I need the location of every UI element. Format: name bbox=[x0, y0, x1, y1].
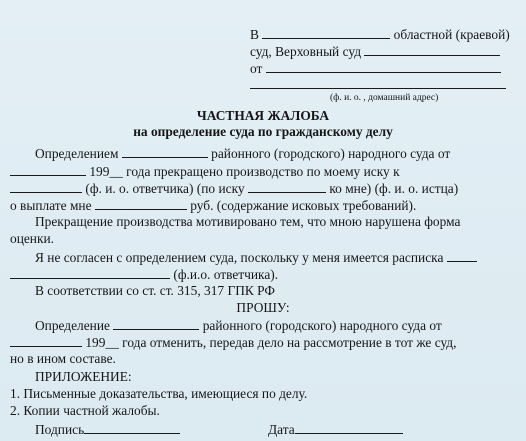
date-line bbox=[268, 421, 403, 438]
address-blank[interactable] bbox=[250, 76, 506, 89]
p1-defendant-blank[interactable] bbox=[10, 180, 82, 193]
appendix-item-2: 2. Копии частной жалобы. bbox=[10, 403, 160, 418]
header-court-type: областной (краевой) bbox=[393, 27, 510, 42]
p5-line3: но в ином составе. bbox=[10, 351, 116, 366]
p2-line2: оценки. bbox=[10, 231, 54, 246]
header-line-from bbox=[250, 60, 501, 77]
p5-text-c: 199__ года отменить, передав дело на рассмотрение в тот же суд, bbox=[85, 335, 457, 350]
p1-claim-blank[interactable] bbox=[248, 180, 326, 193]
date-label: Дата bbox=[268, 422, 295, 437]
court-region-blank[interactable] bbox=[262, 26, 390, 39]
appendix-item-1: 1. Письменные доказательства, имеющиеся по делу. bbox=[10, 386, 308, 401]
request-heading: ПРОШУ: bbox=[236, 300, 290, 315]
p3-defendant-blank[interactable] bbox=[10, 266, 170, 279]
p3-text-a: Я не согласен с определением суда, поскольку у меня имеется расписка bbox=[35, 250, 444, 265]
p2-line1: Прекращение производства мотивировано тем, что мною нарушена форма bbox=[35, 214, 461, 229]
p1-line3 bbox=[10, 180, 458, 197]
from-blank[interactable] bbox=[266, 60, 501, 73]
p5-text-b: районного (городского) народного суда от bbox=[202, 318, 442, 333]
p1-text-d: (ф. и. о. ответчика) (по иску bbox=[85, 181, 245, 196]
p3-receipt-blank[interactable] bbox=[447, 249, 477, 262]
p5-line1 bbox=[35, 317, 442, 334]
header-line-supreme bbox=[250, 43, 500, 60]
signature-label: Подпись bbox=[35, 422, 85, 437]
header-to-label: В bbox=[250, 27, 259, 42]
p1-court-blank[interactable] bbox=[122, 145, 208, 158]
p1-line1 bbox=[35, 145, 450, 162]
p1-text-f: о выплате мне bbox=[10, 198, 92, 213]
p1-line2 bbox=[10, 163, 400, 180]
p3-line2 bbox=[10, 266, 278, 283]
p1-text-e: ко мне) (ф. и. о. истца) bbox=[329, 181, 459, 196]
p1-line4 bbox=[10, 197, 416, 214]
p5-date-blank[interactable] bbox=[10, 334, 82, 347]
p4-line: В соответствии со ст. ст. 315, 317 ГПК РФ bbox=[35, 283, 275, 298]
p1-text-g: руб. (содержание исковых требований). bbox=[190, 198, 417, 213]
header-line-court bbox=[250, 26, 510, 43]
header-supreme-court: суд, Верховный суд bbox=[250, 44, 362, 59]
p5-text-a: Определение bbox=[35, 318, 110, 333]
p1-text-a: Определением bbox=[35, 146, 119, 161]
signature-blank[interactable] bbox=[84, 421, 180, 434]
header-from-label: от bbox=[250, 61, 263, 76]
p1-text-c: 199__ года прекращено производство по моему иску к bbox=[89, 164, 400, 179]
header-hint: (ф. и. о. , домашний адрес) bbox=[330, 93, 439, 103]
p1-sum-blank[interactable] bbox=[95, 197, 187, 210]
date-blank[interactable] bbox=[295, 421, 403, 434]
document-subtitle: на определение суда по гражданскому делу bbox=[133, 124, 393, 139]
document-title: ЧАСТНАЯ ЖАЛОБА bbox=[196, 108, 330, 123]
p3-text-b: (ф.и.о. ответчика). bbox=[173, 267, 279, 282]
supreme-court-blank[interactable] bbox=[364, 43, 500, 56]
p1-text-b: районного (городского) народного суда от bbox=[211, 146, 451, 161]
p5-line2 bbox=[10, 334, 456, 351]
appendix-heading: ПРИЛОЖЕНИЕ: bbox=[35, 369, 132, 384]
signature-line bbox=[35, 421, 180, 438]
p1-date-blank[interactable] bbox=[10, 163, 86, 176]
p5-court-blank[interactable] bbox=[113, 317, 199, 330]
p3-line1 bbox=[35, 249, 477, 266]
